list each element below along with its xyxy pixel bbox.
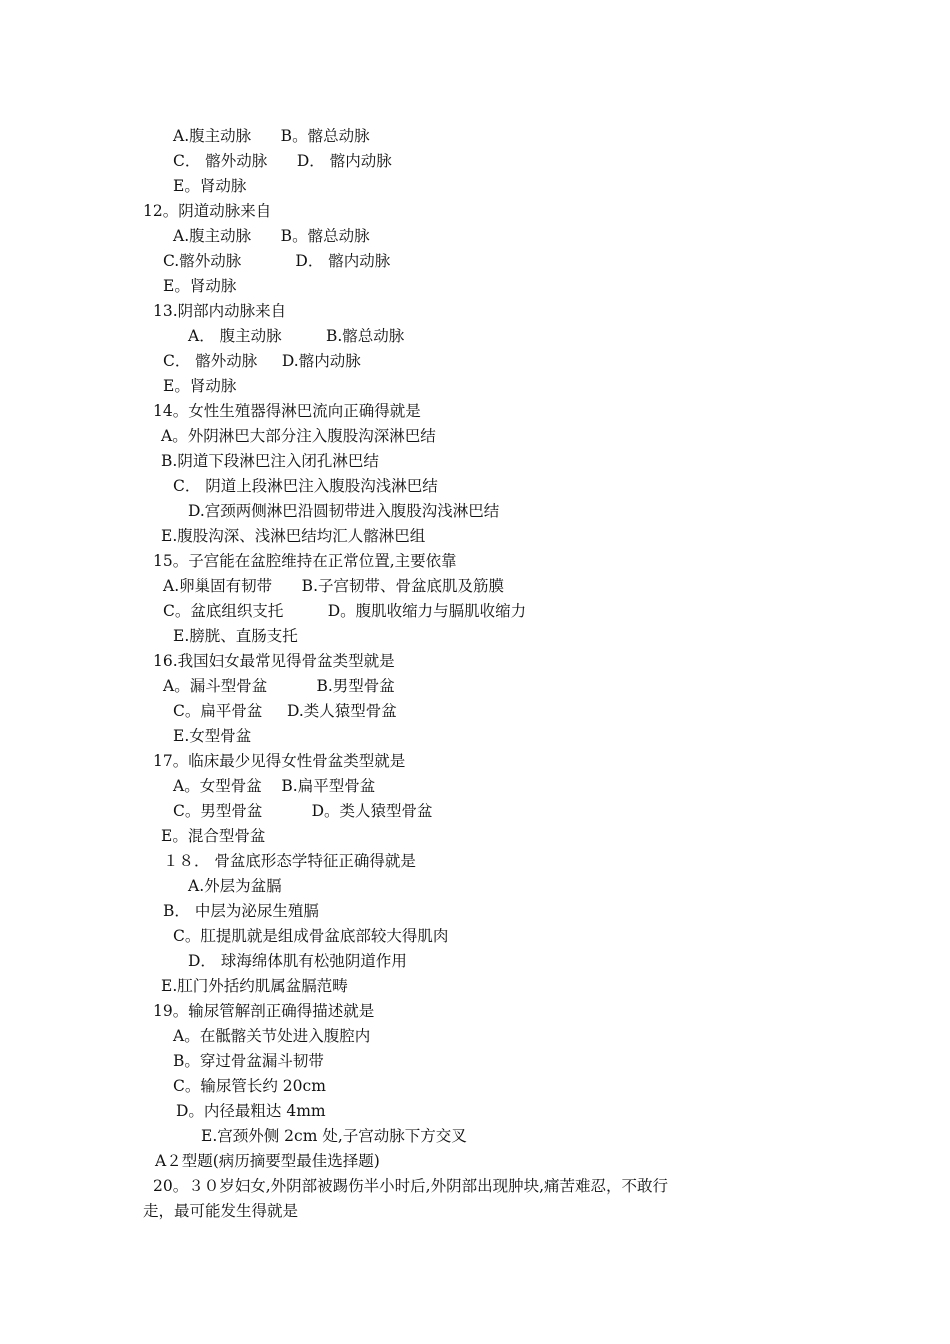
text-line: C。肛提肌就是组成骨盆底部较大得肌肉 (173, 927, 449, 945)
text-line: C。男型骨盆 D。类人猿型骨盆 (173, 802, 433, 820)
question-line: 17。临床最少见得女性骨盆类型就是 (153, 752, 406, 770)
text-line: E。肾动脉 (163, 377, 237, 395)
text-line: A。在骶髂关节处进入腹腔内 (173, 1027, 371, 1045)
text-line: E。肾动脉 (163, 277, 237, 295)
text-line: A.卵巢固有韧带 B.子宫韧带、骨盆底肌及筋膜 (163, 577, 505, 595)
question-line: 12。阴道动脉来自 (143, 202, 272, 220)
text-line: E.腹股沟深、浅淋巴结均汇人髂淋巴组 (161, 527, 426, 545)
text-line: E.宫颈外侧 2cm 处,子宫动脉下方交叉 (201, 1127, 467, 1145)
text-line: E.女型骨盆 (173, 727, 252, 745)
text-line: C． 髂外动脉 D． 髂内动脉 (173, 152, 392, 170)
text-line: C． 髂外动脉 D.髂内动脉 (163, 352, 361, 370)
question-line: 20。３０岁妇女,外阴部被踢伤半小时后,外阴部出现肿块,痛苦难忍，不敢行 (153, 1177, 669, 1195)
text-line: E。肾动脉 (173, 177, 247, 195)
text-line: C。输尿管长约 20cm (173, 1077, 326, 1095)
text-line: D.宫颈两侧淋巴沿圆韧带进入腹股沟浅淋巴结 (188, 502, 500, 520)
question-line: 19。输尿管解剖正确得描述就是 (153, 1002, 375, 1020)
section-heading: A２型题(病历摘要型最佳选择题) (155, 1152, 380, 1170)
text-line: E。混合型骨盆 (161, 827, 266, 845)
text-line: B． 中层为泌尿生殖膈 (163, 902, 319, 920)
text-line: D。内径最粗达 4mm (176, 1102, 326, 1120)
text-line: A。外阴淋巴大部分注入腹股沟深淋巴结 (161, 427, 436, 445)
text-line: D． 球海绵体肌有松弛阴道作用 (188, 952, 407, 970)
text-line: B。穿过骨盆漏斗韧带 (173, 1052, 324, 1070)
text-line: A。女型骨盆 B.扁平型骨盆 (173, 777, 376, 795)
text-line: B.阴道下段淋巴注入闭孔淋巴结 (161, 452, 379, 470)
text-line: C． 阴道上段淋巴注入腹股沟浅淋巴结 (173, 477, 438, 495)
text-line: C。扁平骨盆 D.类人猿型骨盆 (173, 702, 397, 720)
text-line: A.外层为盆膈 (188, 877, 282, 895)
text-line: E.肛门外括约肌属盆膈范畴 (161, 977, 348, 995)
question-line: 15。子宫能在盆腔维持在正常位置,主要依靠 (153, 552, 457, 570)
question-line: １８． 骨盆底形态学特征正确得就是 (163, 852, 416, 870)
question-line: 14。女性生殖器得淋巴流向正确得就是 (153, 402, 421, 420)
text-line: A.腹主动脉 B。髂总动脉 (173, 127, 370, 145)
text-line: C。盆底组织支托 D。腹肌收缩力与膈肌收缩力 (163, 602, 527, 620)
text-line: C.髂外动脉 D． 髂内动脉 (163, 252, 391, 270)
question-line: 走，最可能发生得就是 (143, 1202, 299, 1220)
text-line: A。漏斗型骨盆 B.男型骨盆 (163, 677, 395, 695)
text-line: A． 腹主动脉 B.髂总动脉 (188, 327, 405, 345)
question-line: 16.我国妇女最常见得骨盆类型就是 (153, 652, 395, 670)
text-line: E.膀胱、直肠支托 (173, 627, 298, 645)
question-line: 13.阴部内动脉来自 (153, 302, 287, 320)
text-line: A.腹主动脉 B。髂总动脉 (173, 227, 370, 245)
